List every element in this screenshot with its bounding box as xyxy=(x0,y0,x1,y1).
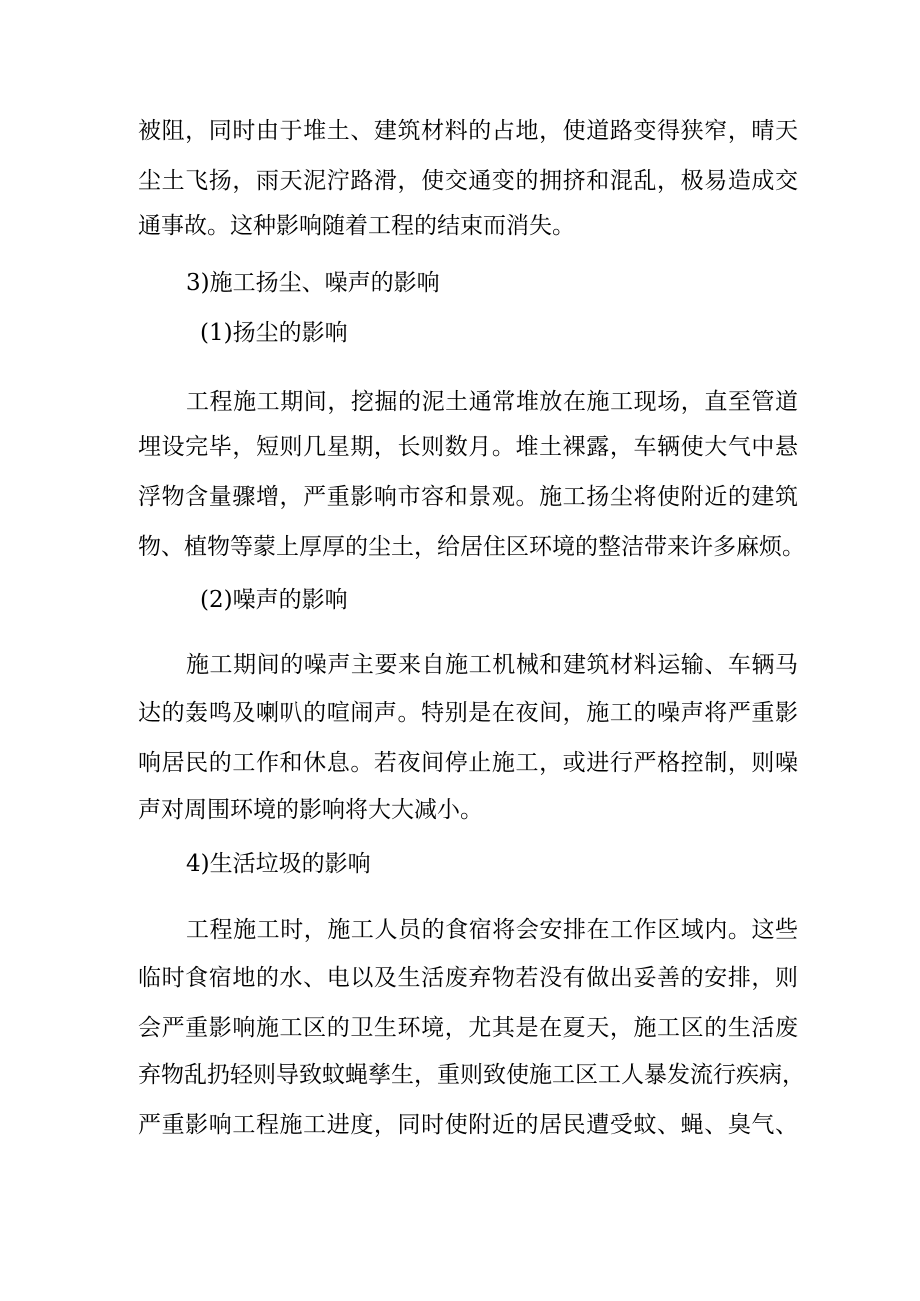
paragraph-line: 浮物含量骤增，严重影响市容和景观。施工扬尘将使附近的建筑 xyxy=(138,484,798,510)
paragraph-line: 施工期间的噪声主要来自施工机械和建筑材料运输、车辆马 xyxy=(186,652,798,678)
paragraph-line: 物、植物等蒙上厚厚的尘土，给居住区环境的整洁带来许多麻烦。 xyxy=(138,534,805,560)
paragraph-line: 尘土飞扬，雨天泥泞路滑，使交通变的拥挤和混乱，极易造成交 xyxy=(138,168,798,194)
section-heading: 4)生活垃圾的影响 xyxy=(186,851,371,877)
subsection-heading: (2)噪声的影响 xyxy=(200,587,348,613)
subsection-heading: (1)扬尘的影响 xyxy=(200,320,348,346)
paragraph-line: 被阻，同时由于堆土、建筑材料的占地，使道路变得狭窄，晴天 xyxy=(138,118,798,144)
paragraph-line: 通事故。这种影响随着工程的结束而消失。 xyxy=(138,213,575,239)
paragraph-line: 声对周围环境的影响将大大减小。 xyxy=(138,797,483,823)
paragraph-line: 弃物乱扔轻则导致蚊蝇孳生，重则致使施工区工人暴发流行疾病， xyxy=(138,1062,805,1088)
paragraph-line: 达的轰鸣及喇叭的喧闹声。特别是在夜间，施工的噪声将严重影 xyxy=(138,700,798,726)
paragraph-line: 响居民的工作和休息。若夜间停止施工，或进行严格控制，则噪 xyxy=(138,750,798,776)
paragraph-line: 严重影响工程施工进度，同时使附近的居民遭受蚊、蝇、臭气、 xyxy=(138,1112,798,1138)
paragraph-line: 工程施工期间，挖掘的泥土通常堆放在施工现场，直至管道 xyxy=(186,389,798,415)
paragraph-line: 工程施工时，施工人员的食宿将会安排在工作区域内。这些 xyxy=(186,917,798,943)
paragraph-line: 临时食宿地的水、电以及生活废弃物若没有做出妥善的安排，则 xyxy=(138,965,798,991)
paragraph-line: 会严重影响施工区的卫生环境，尤其是在夏天，施工区的生活废 xyxy=(138,1015,798,1041)
paragraph-line: 埋设完毕，短则几星期，长则数月。堆土裸露，车辆使大气中悬 xyxy=(138,434,798,460)
section-heading: 3)施工扬尘、噪声的影响 xyxy=(186,270,440,296)
